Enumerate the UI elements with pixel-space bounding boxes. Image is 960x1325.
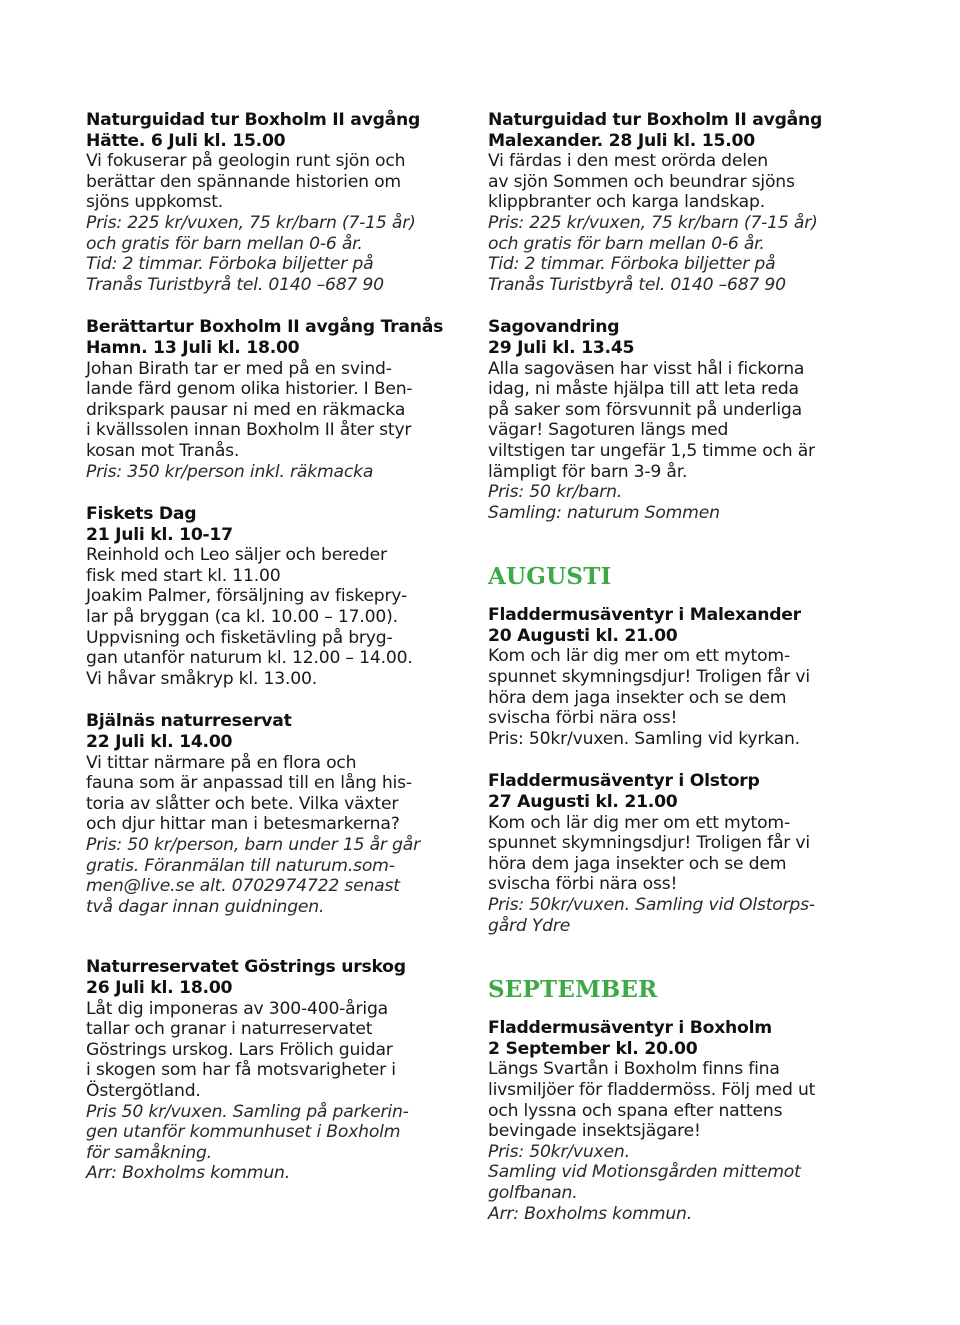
event-description-line: sjöns uppkomst.: [86, 192, 224, 213]
event-description-line: Kom och lär dig mer om ett mytom-: [488, 812, 790, 833]
event-description-line: kosan mot Tranås.: [86, 440, 240, 461]
event-description-line: idag, ni måste hjälpa till att leta reda: [488, 379, 799, 400]
month-heading: AUGUSTI: [488, 563, 612, 591]
event-info-line: Pris 50 kr/vuxen. Samling på parkerin-: [86, 1101, 409, 1122]
event-description-line: svischa förbi nära oss!: [488, 708, 678, 729]
event-description-line: av sjön Sommen och beundrar sjöns: [488, 171, 795, 192]
event-description-line: Vi håvar småkryp kl. 13.00.: [86, 668, 317, 689]
event-description-line: på saker som försvunnit på underliga: [488, 399, 802, 420]
event-title: Bjälnäs naturreservat: [86, 711, 292, 732]
event-date: 29 Juli kl. 13.45: [488, 337, 635, 358]
event-block: [488, 605, 878, 749]
event-block: [86, 110, 476, 295]
event-info-line: men@live.se alt. 0702974722 senast: [86, 876, 400, 897]
event-description-line: Reinhold och Leo säljer och bereder: [86, 545, 387, 566]
event-description-line: Pris: 50kr/vuxen. Samling vid kyrkan.: [488, 728, 800, 749]
event-description-line: drikspark pausar ni med en räkmacka: [86, 399, 406, 420]
event-info-line: Tid: 2 timmar. Förboka biljetter på: [86, 254, 374, 275]
event-info-line: och gratis för barn mellan 0-6 år.: [86, 233, 363, 254]
event-description-line: och djur hittar man i betesmarkerna?: [86, 814, 400, 835]
event-date: Hamn. 13 Juli kl. 18.00: [86, 337, 300, 358]
event-description-line: Alla sagoväsen har visst hål i fickorna: [488, 358, 805, 379]
event-description-line: Uppvisning och fisketävling på bryg-: [86, 627, 393, 648]
event-date: Hätte. 6 Juli kl. 15.00: [86, 130, 286, 151]
event-date: Malexander. 28 Juli kl. 15.00: [488, 130, 755, 151]
event-description-line: Joakim Palmer, försäljning av fiskepry-: [86, 586, 407, 607]
event-title: Fladdermusäventyr i Olstorp: [488, 771, 760, 792]
event-description-line: Vi tittar närmare på en flora och: [86, 752, 357, 773]
event-info-line: Pris: 50 kr/person, barn under 15 år går: [86, 835, 420, 855]
left-column: [86, 110, 476, 1206]
event-info-line: Tid: 2 timmar. Förboka biljetter på: [488, 254, 776, 275]
event-description-line: berättar den spännande historien om: [86, 171, 401, 192]
event-description-line: Längs Svartån i Boxholm finns fina: [488, 1059, 780, 1080]
event-date: 22 Juli kl. 14.00: [86, 732, 233, 753]
event-description-line: Östergötland.: [86, 1080, 201, 1101]
event-description-line: Vi fokuserar på geologin runt sjön och: [86, 151, 406, 172]
right-column: [488, 110, 878, 1246]
event-description-line: livsmiljöer för fladdermöss. Följ med ut: [488, 1079, 816, 1100]
event-block: [86, 957, 476, 1184]
event-info-line: Samling: naturum Sommen: [488, 502, 720, 523]
event-description-line: spunnet skymningsdjur! Troligen får vi: [488, 667, 810, 688]
event-info-line: Pris: 225 kr/vuxen, 75 kr/barn (7-15 år): [86, 212, 416, 233]
event-description-line: bevingade insektsjägare!: [488, 1121, 701, 1142]
event-description-line: svischa förbi nära oss!: [488, 874, 678, 895]
event-date: 27 Augusti kl. 21.00: [488, 792, 678, 813]
event-info-line: Arr: Boxholms kommun.: [86, 1163, 290, 1184]
event-title: Naturguidad tur Boxholm II avgång: [86, 110, 421, 130]
event-title: Fladdermusäventyr i Malexander: [488, 605, 801, 626]
event-info-line: för samåkning.: [86, 1142, 212, 1163]
event-description-line: spunnet skymningsdjur! Troligen får vi: [488, 833, 810, 854]
event-description-line: höra dem jaga insekter och se dem: [488, 687, 787, 708]
event-description-line: Låt dig imponeras av 300-400-åriga: [86, 998, 388, 1019]
event-description-line: tallar och granar i naturreservatet: [86, 1019, 373, 1040]
event-title: Naturguidad tur Boxholm II avgång: [488, 110, 823, 130]
event-info-line: golfbanan.: [488, 1182, 578, 1203]
event-block: [488, 317, 878, 523]
event-description-line: lämpligt för barn 3-9 år.: [488, 461, 688, 482]
event-info-line: Pris: 50kr/vuxen.: [488, 1141, 630, 1162]
event-title: Sagovandring: [488, 317, 620, 338]
event-date: 21 Juli kl. 10-17: [86, 524, 233, 545]
event-info-line: och gratis för barn mellan 0-6 år.: [488, 233, 765, 254]
event-info-line: Arr: Boxholms kommun.: [488, 1203, 692, 1224]
event-description-line: toria av slåtter och bete. Vilka växter: [86, 793, 399, 814]
event-description-line: höra dem jaga insekter och se dem: [488, 853, 787, 874]
event-block: [86, 504, 476, 689]
event-info-line: två dagar innan guidningen.: [86, 896, 325, 917]
event-description-line: fisk med start kl. 11.00: [86, 565, 281, 586]
event-info-line: gratis. Föranmälan till naturum.som-: [86, 855, 395, 876]
event-info-line: Samling vid Motionsgården mittemot: [488, 1162, 801, 1183]
event-description-line: Kom och lär dig mer om ett mytom-: [488, 646, 790, 667]
event-date: 20 Augusti kl. 21.00: [488, 625, 678, 646]
event-description-line: Johan Birath tar er med på en svind-: [86, 358, 392, 379]
event-info-line: Pris: 225 kr/vuxen, 75 kr/barn (7-15 år): [488, 212, 818, 233]
event-block: [86, 711, 476, 917]
event-description-line: lande färd genom olika historier. I Ben-: [86, 379, 413, 400]
event-title: Naturreservatet Göstrings urskog: [86, 957, 406, 978]
event-description-line: lar på bryggan (ca kl. 10.00 – 17.00).: [86, 607, 398, 628]
event-description-line: fauna som är anpassad till en lång his-: [86, 773, 412, 794]
event-block: [488, 1018, 878, 1224]
event-title: Fiskets Dag: [86, 504, 197, 525]
event-description-line: vägar! Sagoturen längs med: [488, 420, 729, 441]
event-block: [488, 110, 878, 295]
event-info-line: Tranås Turistbyrå tel. 0140 –687 90: [86, 274, 384, 295]
event-description-line: och lyssna och spana efter nattens: [488, 1100, 783, 1121]
event-info-line: Pris: 50 kr/barn.: [488, 482, 623, 503]
event-info-line: gen utanför kommunhuset i Boxholm: [86, 1122, 401, 1143]
event-info-line: gård Ydre: [488, 915, 571, 936]
event-title: Fladdermusäventyr i Boxholm: [488, 1018, 772, 1039]
event-description-line: Göstrings urskog. Lars Frölich guidar: [86, 1039, 393, 1060]
event-description-line: gan utanför naturum kl. 12.00 – 14.00.: [86, 648, 413, 669]
event-date: 2 September kl. 20.00: [488, 1038, 698, 1059]
event-description-line: i kvällssolen innan Boxholm II åter styr: [86, 420, 412, 441]
event-date: 26 Juli kl. 18.00: [86, 977, 233, 998]
event-description-line: i skogen som har få motsvarigheter i: [86, 1060, 396, 1081]
event-description-line: viltstigen tar ungefär 1,5 timme och är: [488, 440, 815, 461]
event-title: Berättartur Boxholm II avgång Tranås: [86, 317, 444, 338]
event-info-line: Tranås Turistbyrå tel. 0140 –687 90: [488, 274, 786, 295]
event-block: [488, 771, 878, 936]
event-info-line: Pris: 350 kr/person inkl. räkmacka: [86, 461, 374, 482]
event-description-line: Vi färdas i den mest orörda delen: [488, 151, 768, 172]
event-description-line: klippbranter och karga landskap.: [488, 192, 765, 213]
event-block: [86, 317, 476, 482]
event-info-line: Pris: 50kr/vuxen. Samling vid Olstorps-: [488, 895, 815, 915]
month-heading: SEPTEMBER: [488, 976, 658, 1004]
